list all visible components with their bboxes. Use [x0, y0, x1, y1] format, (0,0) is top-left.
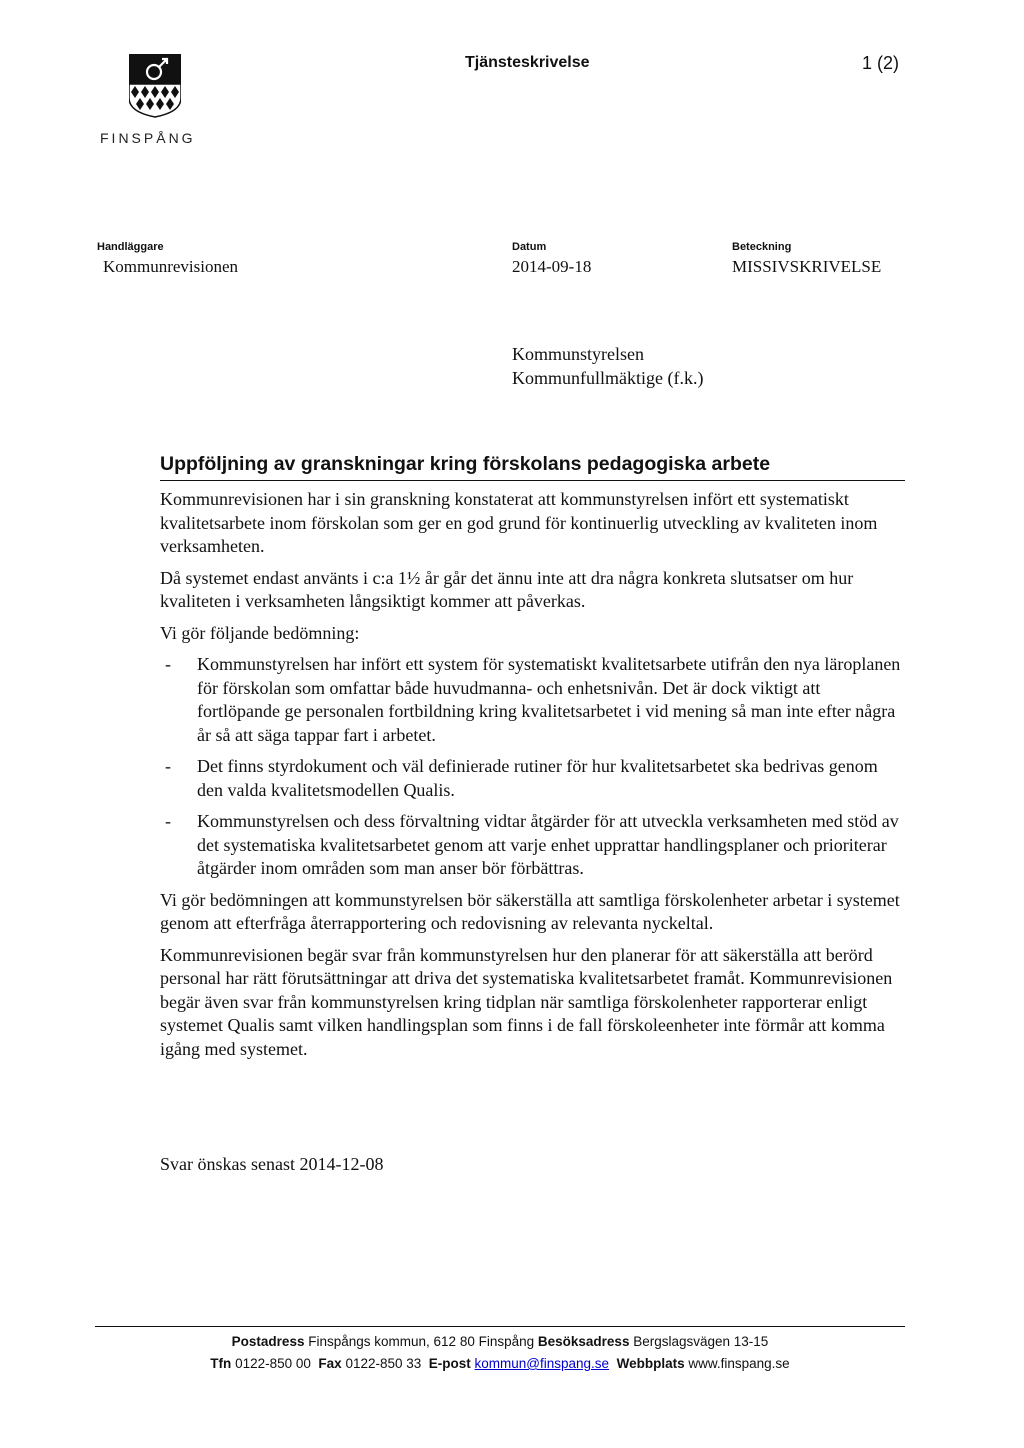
assessment-list [160, 653, 905, 881]
reply-deadline: Svar önskas senast 2014-12-08 [160, 1154, 384, 1174]
email-link[interactable]: kommun@finspang.se [474, 1356, 610, 1371]
web-label: Webbplats [616, 1356, 685, 1371]
bullet-marker: - [165, 811, 171, 831]
postal-value: Finspångs kommun, 612 80 Finspång [308, 1334, 535, 1349]
visit-value: Bergslagsvägen 13-15 [633, 1334, 769, 1349]
reference-label: Beteckning [732, 241, 792, 253]
fax-value: 0122-850 33 [345, 1356, 422, 1371]
body-paragraph: Vi gör följande bedömning: [160, 622, 360, 643]
logo-wordmark: FINSPÅNG [100, 130, 196, 146]
page-number: 1 (2) [862, 53, 900, 73]
footer-divider [95, 1326, 905, 1327]
recipients [512, 342, 703, 390]
list-item-text: Det finns styrdokument och väl definierade rutiner för hur kvalitetsarbetet ska bedrivas genom den valda kvalitetsmodellen Qualis. [197, 756, 878, 800]
footer-line-2 [95, 1353, 905, 1375]
body-paragraph: Kommunrevisionen begär svar från kommunstyrelsen hur den planerar för att säkerställa att berörd personal har rätt förutsättningar att driva det systematiska kvalitetsarbetet framåt. Kommunrevisionen begär även svar från kommunstyrelsen kring tidplan när samtliga förskolenheter rapporterar enligt systemet Qualis samt vilken handlingsplan som finns i de fall förskoleenheter inte förmår att komma igång med systemet. [160, 944, 893, 1059]
bullet-marker: - [165, 654, 171, 674]
phone-value: 0122-850 00 [235, 1356, 311, 1371]
handler-label: Handläggare [97, 241, 164, 253]
list-item-text: Kommunstyrelsen har infört ett system för systematiskt kvalitetsarbete utifrån den nya läroplanen för förskolan som omfattar både huvudmanna- och enhetsnivån. Det är dock viktigt att fortlöpande ge personalen fortbildning kring kvalitetsarbetet i vid mening så man inte efter några år så att säga tappar fart i arbetet. [197, 654, 901, 745]
reference-value: MISSIVSKRIVELSE [732, 257, 882, 276]
date-label: Datum [512, 241, 547, 253]
date-value: 2014-09-18 [512, 257, 592, 276]
bullet-marker: - [165, 756, 171, 776]
recipient: Kommunstyrelsen [512, 344, 644, 364]
document-heading: Uppföljning av granskningar kring förskolans pedagogiska arbete [160, 453, 905, 481]
body-paragraph: Vi gör bedömningen att kommunstyrelsen bör säkerställa att samtliga förskolenheter arbetar i systemet genom att efterfråga återrapportering och redovisning av relevanta nyckeltal. [160, 889, 900, 933]
list-item-text: Kommunstyrelsen och dess förvaltning vidtar åtgärder för att utveckla verksamheten med stöd av det systematiska kvalitetsarbetet genom att varje enhet upprattar handlingsplaner och prioriterar åtgärder inom områden som man anser bör förbättras. [197, 811, 899, 878]
body-paragraph: Då systemet endast använts i c:a 1½ år går det ännu inte att dra några konkreta slutsatser om hur kvaliteten i verksamheten långsiktigt kommer att påverkas. [160, 567, 854, 611]
body-paragraph: Kommunrevisionen har i sin granskning konstaterat att kommunstyrelsen infört ett systematiskt kvalitetsarbete inom förskolan som ger en god grund för kontinuerlig utveckling av kvaliteten inom verksamheten. [160, 489, 878, 556]
email-label: E-post [428, 1356, 471, 1371]
footer-line-1 [95, 1331, 905, 1353]
document-type: Tjänsteskrivelse [465, 54, 590, 71]
handler-value: Kommunrevisionen [103, 257, 239, 276]
visit-label: Besöksadress [537, 1334, 630, 1349]
list-item [160, 755, 905, 802]
web-value: www.finspang.se [688, 1356, 790, 1371]
fax-label: Fax [318, 1356, 342, 1371]
document-body [160, 488, 905, 1069]
municipality-logo [100, 52, 230, 148]
list-item [160, 810, 905, 881]
postal-label: Postadress [231, 1334, 305, 1349]
list-item [160, 653, 905, 747]
coat-of-arms-icon [129, 54, 181, 118]
footer [95, 1331, 905, 1375]
phone-label: Tfn [210, 1356, 232, 1371]
recipient: Kommunfullmäktige (f.k.) [512, 368, 704, 388]
